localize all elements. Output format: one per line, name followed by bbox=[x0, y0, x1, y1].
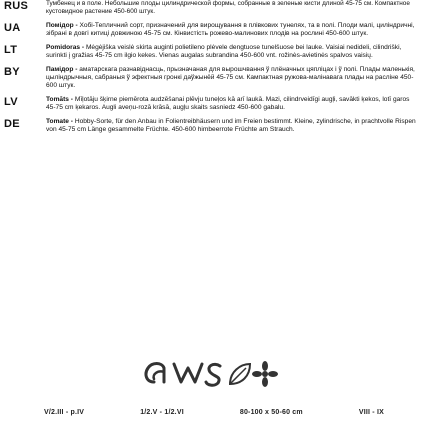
leaf-icon bbox=[230, 364, 250, 384]
entry-description: Хобі-Тепличний сорт, призначений для вирощування в плівкових тунелях, та в полі. Плоди малі, циліндричні, зібрані в довгі китиці довжиною 45-75 см. Кінвистість рожево-малинових плодів на рослині 450-600 штук. bbox=[46, 22, 415, 37]
entry-text-by bbox=[46, 66, 418, 90]
language-code-ua bbox=[4, 22, 46, 34]
entry-text-lv bbox=[46, 96, 418, 112]
sowing-period: V/2.III - p.IV bbox=[44, 408, 85, 416]
plant-spacing: 80-100 x 50-60 cm bbox=[239, 408, 303, 416]
language-code-label: RUS bbox=[4, 0, 29, 12]
entry-description: Тумбенец и в поле. Небольшие плоды цилиндрической формы, собранные в зеленые кисти длиной 45-75 см. Компактное кустовидное растение 450-600 штук. bbox=[46, 0, 410, 15]
entry-title: Помідор - bbox=[46, 22, 80, 29]
language-code-rus bbox=[4, 0, 46, 12]
language-code-label: LT bbox=[4, 44, 18, 56]
language-code-de bbox=[4, 118, 46, 130]
brand-logo bbox=[140, 352, 280, 392]
entry-ua bbox=[4, 22, 418, 38]
brand-logo-graphic bbox=[140, 352, 280, 392]
entry-text-ua bbox=[46, 22, 418, 38]
language-code-lv bbox=[4, 96, 46, 108]
logo-letter-s bbox=[206, 364, 220, 385]
entry-lv bbox=[4, 96, 418, 112]
entry-title: Tomāts - bbox=[46, 96, 75, 103]
entry-title: Памідор - bbox=[46, 66, 80, 73]
entry-text-de bbox=[46, 118, 418, 134]
transplant-period: 1/2.V - 1/2.VI bbox=[140, 408, 184, 416]
cultivation-info-strip bbox=[44, 405, 384, 419]
entry-description: аматарскага разнавіднасць, прызначаная для вырошчвання ў плёначных цяпліцах і ў полі. Плады маленькія, цыліндрычныя, сабраныя ў эфектныя гронкі даўжынёй 45-75 см. Кампактная ружова-малінавага плады на расліне 450-600 штук. bbox=[46, 66, 415, 89]
language-code-label: LV bbox=[4, 96, 18, 108]
entry-rus bbox=[4, 0, 418, 16]
language-code-label: BY bbox=[4, 66, 20, 78]
entry-description: Hobby-Sorte, für den Anbau in Folientreibhäusern und im Freien bestimmt. Kleine, zylindrische, in prachtvolle Rispen von 45-75 cm Länge gesammelte Früchte. 450-600 himbeerrote Früchte am Strauch. bbox=[46, 118, 416, 133]
language-code-lt bbox=[4, 44, 46, 56]
entry-de bbox=[4, 118, 418, 134]
flower-icon bbox=[252, 361, 278, 387]
entry-by bbox=[4, 66, 418, 90]
entry-text-lt bbox=[46, 44, 418, 60]
entry-title: Pomidoras - bbox=[46, 44, 86, 51]
entry-description: Mėgėjiška veislė skirta auginti polietileno plėvele dengtuose tunelšuose bei lauke. Vaisiai nedideli, cilindriški, surinkti į gražias 45-75 cm ilgio kekes. Vienas augalas subrandina 450-600 vnt. rožinės-avietinės spalvos vaisių. bbox=[46, 44, 402, 59]
language-code-by bbox=[4, 66, 46, 78]
harvest-period: VIII - IX bbox=[358, 408, 384, 416]
entry-title: Tomate - bbox=[46, 118, 75, 125]
logo-letter-w bbox=[174, 364, 202, 382]
entry-text-rus bbox=[46, 0, 418, 16]
entry-description: Mīļotāju šķirne piemērota audzēšanai plēvju tuneļos kā arī laukā. Mazi, cilindrveidīgi augļi, savākti ķekos, lotī garos 45-75 cm ķekaros. Augli aveņu-rozā krāsā, augļu skaits sasniedz 450-600 gabalu. bbox=[46, 96, 410, 111]
entry-lt bbox=[4, 44, 418, 60]
language-code-label: DE bbox=[4, 118, 20, 130]
language-code-label: UA bbox=[4, 22, 21, 34]
